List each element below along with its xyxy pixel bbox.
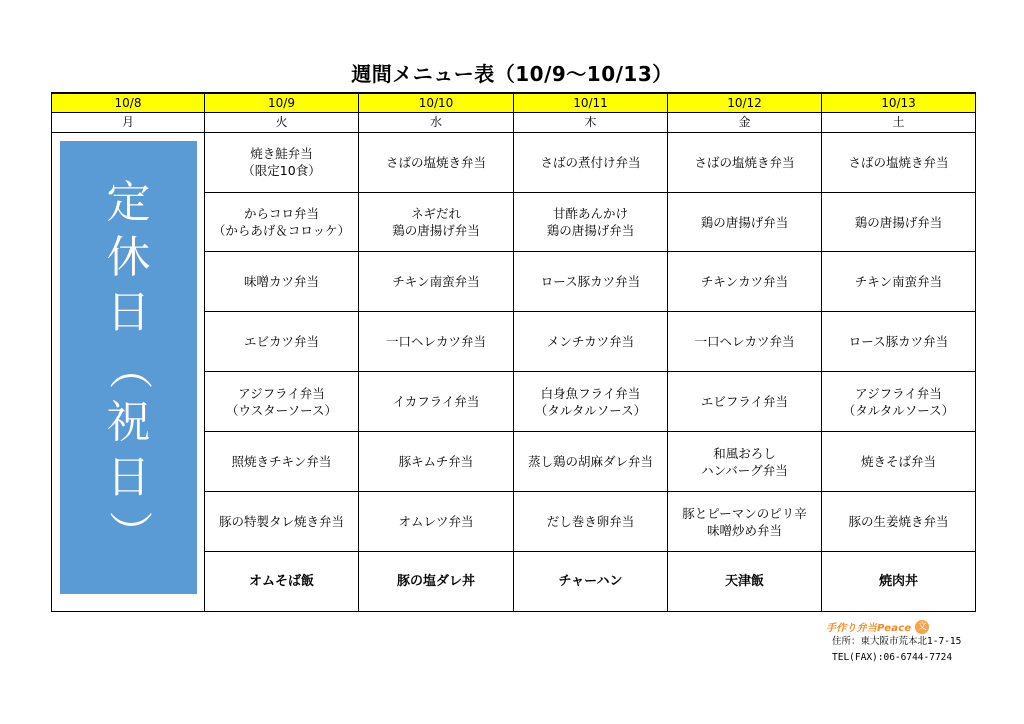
menu-cell xyxy=(359,432,514,492)
menu-cell xyxy=(514,492,668,552)
menu-item-line: チキン南蛮弁当 xyxy=(854,274,943,290)
weekly-menu-table xyxy=(51,92,976,612)
menu-item-line: アジフライ弁当 xyxy=(238,385,325,401)
menu-cell xyxy=(359,552,514,612)
menu-cell xyxy=(668,492,822,552)
shop-logo-text: 手作り弁当Peace xyxy=(826,623,912,634)
menu-cell xyxy=(205,252,359,312)
menu-item-line: チキン南蛮弁当 xyxy=(392,274,480,290)
menu-item-line: 鶏の唐揚げ弁当 xyxy=(700,214,789,230)
menu-item-line: さばの塩焼き弁当 xyxy=(694,154,795,170)
menu-cell xyxy=(359,492,514,552)
menu-cell xyxy=(514,432,668,492)
menu-item-line: チャーハン xyxy=(558,574,623,589)
closed-day-char: 休 xyxy=(106,231,151,283)
weekday-cell: 木 xyxy=(514,113,668,132)
menu-item-line: 一口ヘレカツ弁当 xyxy=(385,334,486,350)
weekday-cell: 土 xyxy=(822,113,976,132)
menu-item-line: チキンカツ弁当 xyxy=(700,274,789,290)
date-row xyxy=(52,93,976,113)
menu-cell xyxy=(822,552,976,612)
menu-cell xyxy=(205,432,359,492)
menu-cell xyxy=(668,552,822,612)
menu-item-line: メンチカツ弁当 xyxy=(546,334,635,350)
menu-item-line: 豚とピーマンのピリ辛 xyxy=(682,505,807,521)
closed-day-char: ） xyxy=(103,510,154,555)
date-cell: 10/8 xyxy=(52,93,205,113)
menu-cell xyxy=(822,252,976,312)
menu-item-line: 豚の生姜焼き弁当 xyxy=(848,514,949,530)
shop-footer xyxy=(826,619,1006,666)
menu-item-line: さばの煮付け弁当 xyxy=(540,154,641,170)
menu-cell xyxy=(205,192,359,252)
closed-day-char: 日 xyxy=(106,451,151,503)
menu-cell xyxy=(359,132,514,192)
menu-cell xyxy=(359,252,514,312)
menu-item-line: 味噌カツ弁当 xyxy=(243,274,319,290)
menu-item-line: 焼きそば弁当 xyxy=(860,454,936,470)
menu-item-line: 焼き鮭弁当 xyxy=(250,146,313,162)
menu-item-line: ネギだれ xyxy=(410,206,461,222)
closed-day-banner xyxy=(60,141,197,594)
menu-cell xyxy=(514,132,668,192)
menu-cell xyxy=(668,312,822,372)
menu-item-line: だし巻き卵弁当 xyxy=(546,514,635,530)
date-cell: 10/12 xyxy=(668,93,822,113)
menu-item-line: さばの塩焼き弁当 xyxy=(385,154,486,170)
menu-item-line: 味噌炒め弁当 xyxy=(706,522,782,538)
closed-day-char: 定 xyxy=(106,176,151,228)
date-cell: 10/11 xyxy=(514,93,668,113)
closed-day-cell xyxy=(52,132,205,611)
menu-item-line: 照焼きチキン弁当 xyxy=(231,454,332,470)
menu-item-line: ハンバーグ弁当 xyxy=(701,462,788,478)
menu-item-line: （タルタルソース） xyxy=(534,402,647,418)
menu-item-line: さばの塩焼き弁当 xyxy=(848,154,949,170)
menu-item-line: エビフライ弁当 xyxy=(700,394,789,410)
menu-item-line: （からあげ＆コロッケ） xyxy=(212,223,351,239)
menu-cell xyxy=(514,312,668,372)
date-cell: 10/9 xyxy=(205,93,359,113)
menu-item-line: アジフライ弁当 xyxy=(855,385,942,401)
menu-item-line: 白身魚フライ弁当 xyxy=(540,385,641,401)
menu-cell xyxy=(668,132,822,192)
menu-item-line: オムレツ弁当 xyxy=(398,514,474,530)
menu-item-line: 豚の塩ダレ丼 xyxy=(396,574,475,589)
menu-cell xyxy=(205,552,359,612)
menu-item-line: エビカツ弁当 xyxy=(243,334,319,350)
menu-cell xyxy=(668,372,822,432)
menu-item-line: 豚の特製タレ焼き弁当 xyxy=(218,514,344,530)
menu-cell xyxy=(822,372,976,432)
menu-cell xyxy=(514,372,668,432)
menu-cell xyxy=(668,432,822,492)
menu-item-line: （限定10食） xyxy=(242,163,321,179)
menu-cell xyxy=(359,192,514,252)
menu-cell xyxy=(822,492,976,552)
menu-item-line: 一口ヘレカツ弁当 xyxy=(694,334,795,350)
menu-item-line: 天津飯 xyxy=(724,574,764,589)
menu-cell xyxy=(822,132,976,192)
menu-cell xyxy=(205,312,359,372)
menu-cell xyxy=(668,252,822,312)
menu-item-line: （ウスターソース） xyxy=(225,402,337,418)
menu-item-line: 豚キムチ弁当 xyxy=(398,454,474,470)
menu-item-line: 鶏の唐揚げ弁当 xyxy=(546,223,635,239)
weekday-row xyxy=(52,113,976,132)
menu-item-line: 甘酢あんかけ xyxy=(552,206,628,222)
menu-item-line: からコロ弁当 xyxy=(243,206,319,222)
page-title: 週間メニュー表（10/9～10/13） xyxy=(351,62,673,86)
menu-item-line: オムそば飯 xyxy=(248,574,314,589)
date-cell: 10/10 xyxy=(359,93,514,113)
menu-item-line: 鶏の唐揚げ弁当 xyxy=(854,214,943,230)
menu-cell xyxy=(205,372,359,432)
menu-item-line: 焼肉丼 xyxy=(878,574,918,589)
menu-item-line: ロース豚カツ弁当 xyxy=(540,274,641,290)
menu-cell xyxy=(514,252,668,312)
menu-item-line: 和風おろし xyxy=(713,445,776,461)
menu-cell xyxy=(205,132,359,192)
menu-cell xyxy=(668,192,822,252)
menu-cell xyxy=(822,312,976,372)
closed-day-char: 祝 xyxy=(106,396,151,448)
weekday-cell: 水 xyxy=(359,113,514,132)
menu-item-line: 鶏の唐揚げ弁当 xyxy=(392,223,480,239)
menu-cell xyxy=(359,372,514,432)
shop-address: 住所：東大阪市荒本北1-7-15 xyxy=(832,636,962,647)
menu-cell xyxy=(822,432,976,492)
closed-day-char: 日 xyxy=(106,286,151,338)
menu-cell xyxy=(359,312,514,372)
menu-item-line: 蒸し鶏の胡麻ダレ弁当 xyxy=(527,454,653,470)
weekday-cell: 火 xyxy=(205,113,359,132)
menu-item-line: （タルタルソース） xyxy=(842,402,955,418)
shop-phone: TEL(FAX):06-6744-7724 xyxy=(832,652,953,663)
menu-cell xyxy=(514,192,668,252)
weekday-cell: 金 xyxy=(668,113,822,132)
date-cell: 10/13 xyxy=(822,93,976,113)
shop-logo xyxy=(826,619,1006,634)
menu-row xyxy=(52,132,976,192)
menu-item-line: イカフライ弁当 xyxy=(392,394,480,410)
closed-day-char: （ xyxy=(103,345,154,390)
logo-mark-icon: 文 xyxy=(915,620,929,634)
menu-cell xyxy=(514,552,668,612)
menu-item-line: ロース豚カツ弁当 xyxy=(848,334,949,350)
menu-cell xyxy=(205,492,359,552)
weekday-cell: 月 xyxy=(52,113,205,132)
menu-cell xyxy=(822,192,976,252)
